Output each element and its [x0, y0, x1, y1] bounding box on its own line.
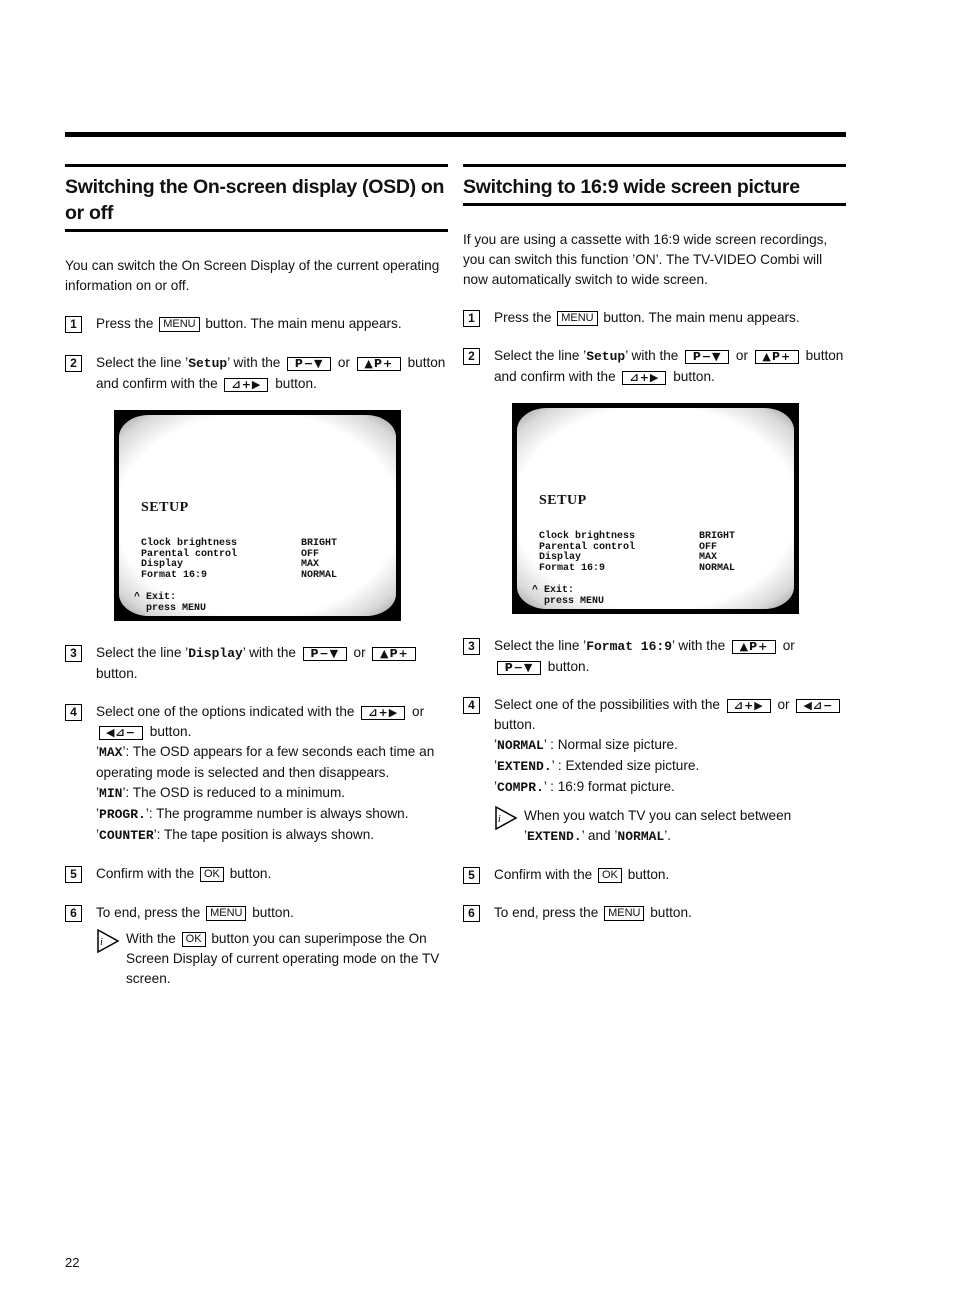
step-number: 4 — [463, 697, 480, 714]
intro-text: If you are using a cassette with 16:9 wide screen recordings, you can switch this function ’ON’. The TV-VIDEO Combi will now automatically switch to wide screen. — [463, 232, 828, 287]
step-text: Press the — [96, 316, 154, 331]
step-text: or — [735, 348, 749, 363]
step-text: button. — [673, 369, 715, 384]
osd-exit-line: press MENU — [134, 602, 207, 614]
step-text: Confirm with the — [494, 867, 593, 882]
volume-right-key-icon: ⊿+▶ — [361, 706, 405, 720]
osd-title: SETUP — [141, 500, 189, 515]
menu-key-icon: MENU — [159, 317, 199, 332]
option-text: : The programme number is always shown. — [148, 806, 409, 821]
option-term: PROGR. — [99, 807, 146, 822]
step-number: 6 — [65, 905, 82, 922]
step-text: Select one of the possibilities with the — [494, 697, 720, 712]
step-text: or — [337, 355, 351, 370]
step-4 — [463, 695, 846, 798]
section-heading-osd: Switching the On-screen display (OSD) on or off — [65, 164, 448, 232]
option-text: : The tape position is always shown. — [156, 827, 375, 842]
volume-left-key-icon: ◀⊿− — [99, 726, 143, 740]
volume-right-key-icon: ⊿+▶ — [224, 378, 268, 392]
top-rule — [65, 132, 846, 137]
p-up-key-icon: ▲P+ — [372, 647, 416, 661]
step-6 — [463, 903, 846, 923]
step-1 — [65, 314, 448, 334]
osd-row-name: Clock brightness — [539, 531, 636, 542]
step-text: or — [353, 645, 366, 660]
step-3 — [463, 636, 846, 677]
step-text: button and confirm with the — [494, 348, 844, 384]
step-number: 5 — [65, 866, 82, 883]
osd-exit-hint — [134, 593, 206, 614]
left-column — [65, 164, 448, 989]
osd-row-value: NORMAL — [301, 569, 338, 581]
svg-text:i: i — [100, 937, 103, 948]
option-term: NORMAL — [497, 738, 544, 753]
step-number: 5 — [463, 867, 480, 884]
page-number: 22 — [65, 1255, 80, 1270]
volume-left-key-icon: ◀⊿− — [796, 699, 840, 713]
step-6 — [65, 903, 448, 923]
p-down-key-icon: P−▼ — [303, 647, 347, 661]
option-term: MAX — [99, 745, 123, 760]
tv-screen-illustration — [512, 403, 799, 614]
step-3 — [65, 643, 448, 684]
step-text: button and confirm with the — [96, 355, 446, 391]
setup-term: Setup — [188, 356, 228, 371]
step-text: ’ with the — [672, 638, 726, 653]
step-text: Select the line ’ — [96, 355, 189, 370]
section-heading-widescreen: Switching to 16:9 wide screen picture — [463, 164, 846, 206]
step-text: Select the line ’ — [494, 638, 587, 653]
osd-row-name: Display — [141, 559, 184, 570]
option-text: : 16:9 format picture. — [546, 779, 675, 794]
option-text: : The OSD appears for a few seconds each time an operating mode is selected and then disappears. — [96, 744, 435, 780]
p-down-key-icon: P−▼ — [497, 661, 541, 675]
step-5 — [463, 865, 846, 885]
option-item: ’MIN’: The OSD is reduced to a minimum. — [96, 785, 346, 801]
osd-row-name: Display — [539, 552, 582, 563]
note-text: ’ and ’ — [581, 828, 618, 843]
setup-term: Setup — [586, 349, 626, 364]
step-text: button. — [229, 866, 272, 881]
step-4 — [65, 702, 448, 846]
display-term: Display — [188, 646, 243, 661]
step-1 — [463, 308, 846, 328]
option-item: ’MAX’: The OSD appears for a few seconds each time an operating mode is selected and then disappears. — [96, 744, 435, 780]
osd-title: SETUP — [539, 493, 587, 508]
step-text: button. — [275, 376, 317, 391]
step-text: To end, press the — [96, 905, 201, 920]
step-text: button. — [494, 717, 536, 732]
step-5 — [65, 864, 448, 884]
osd-row-value: MAX — [301, 559, 320, 570]
osd-row — [141, 571, 337, 582]
option-term: MIN — [99, 786, 123, 801]
option-item: ’COMPR.’ : 16:9 format picture. — [494, 779, 675, 795]
note-text: ’. — [664, 828, 672, 843]
p-up-key-icon: ▲P+ — [732, 640, 776, 654]
step-text: button. — [149, 724, 192, 739]
osd-row — [539, 564, 735, 575]
osd-row-value: NORMAL — [699, 562, 736, 574]
right-column — [463, 164, 846, 923]
osd-row-value: BRIGHT — [301, 538, 338, 549]
info-icon — [96, 929, 120, 959]
note-term: EXTEND. — [527, 829, 582, 844]
info-note — [494, 806, 846, 847]
step-text: Select the line ’ — [494, 348, 587, 363]
step-text: button. The main menu appears. — [603, 310, 800, 325]
option-term: COMPR. — [497, 780, 544, 795]
osd-row-name: Parental control — [539, 541, 636, 553]
format-term: Format 16:9 — [586, 639, 673, 654]
option-text: : Normal size picture. — [546, 737, 678, 752]
step-text: or — [782, 638, 795, 653]
note-text: button you can superimpose the On Screen Display of current operating mode on the TV screen. — [126, 931, 440, 986]
osd-exit-hint — [532, 586, 604, 607]
step-number: 4 — [65, 704, 82, 721]
osd-row-value: BRIGHT — [699, 531, 736, 542]
osd-exit-line: ^ Exit: — [134, 592, 177, 603]
step-text: Select one of the options indicated with the — [96, 704, 355, 719]
step-text: Confirm with the — [96, 866, 195, 881]
note-text: With the — [126, 931, 176, 946]
osd-row-value: OFF — [301, 548, 320, 560]
step-2 — [463, 346, 846, 387]
p-down-key-icon: P−▼ — [287, 357, 331, 371]
volume-right-key-icon: ⊿+▶ — [622, 371, 666, 385]
tv-screen — [119, 415, 396, 616]
step-text: To end, press the — [494, 905, 599, 920]
option-item: ’NORMAL’ : Normal size picture. — [494, 737, 678, 753]
step-text: ’ with the — [227, 355, 281, 370]
info-note — [96, 929, 448, 989]
osd-row — [141, 539, 337, 550]
step-text: button. — [252, 905, 294, 920]
p-up-key-icon: ▲P+ — [357, 357, 401, 371]
step-text: button. — [96, 666, 138, 681]
osd-row-name: Clock brightness — [141, 538, 238, 549]
osd-exit-line: ^ Exit: — [532, 585, 575, 596]
option-item: ’COUNTER’: The tape position is always shown. — [96, 827, 375, 843]
option-term: EXTEND. — [497, 759, 552, 774]
osd-row-value: OFF — [699, 541, 718, 553]
step-text: button. The main menu appears. — [205, 316, 402, 331]
note-text: When you watch TV you can select between ’ — [524, 808, 792, 843]
menu-key-icon: MENU — [206, 906, 246, 921]
step-number: 3 — [65, 645, 82, 662]
p-down-key-icon: P−▼ — [685, 350, 729, 364]
tv-screen — [517, 408, 794, 609]
step-text: Select the line ’ — [96, 645, 189, 660]
option-term: COUNTER — [99, 828, 154, 843]
osd-row — [539, 553, 735, 564]
step-number: 1 — [463, 310, 480, 327]
osd-row — [539, 532, 735, 543]
svg-text:i: i — [498, 814, 501, 825]
osd-row-name: Format 16:9 — [141, 569, 208, 581]
step-number: 2 — [463, 348, 480, 365]
step-number: 3 — [463, 638, 480, 655]
step-number: 2 — [65, 355, 82, 372]
info-icon — [494, 806, 518, 836]
step-text: button. — [547, 659, 590, 674]
option-text: : Extended size picture. — [554, 758, 700, 773]
step-number: 1 — [65, 316, 82, 333]
osd-row-name: Format 16:9 — [539, 562, 606, 574]
ok-key-icon: OK — [200, 867, 224, 882]
osd-row-name: Parental control — [141, 548, 238, 560]
intro-text: You can switch the On Screen Display of the current operating information on or off. — [65, 258, 440, 293]
option-item: ’EXTEND.’ : Extended size picture. — [494, 758, 700, 774]
tv-screen-illustration — [114, 410, 401, 621]
osd-row — [141, 560, 337, 571]
step-number: 6 — [463, 905, 480, 922]
p-up-key-icon: ▲P+ — [755, 350, 799, 364]
step-2 — [65, 353, 448, 394]
menu-key-icon: MENU — [604, 906, 644, 921]
step-text: or — [412, 704, 425, 719]
step-text: or — [777, 697, 790, 712]
option-item: ’PROGR.’: The programme number is always shown. — [96, 806, 409, 822]
step-text: button. — [627, 867, 670, 882]
osd-row-value: MAX — [699, 552, 718, 563]
step-text: ’ with the — [625, 348, 679, 363]
osd-exit-line: press MENU — [532, 595, 605, 607]
menu-key-icon: MENU — [557, 311, 597, 326]
volume-right-key-icon: ⊿+▶ — [727, 699, 771, 713]
option-text: : The OSD is reduced to a minimum. — [125, 785, 346, 800]
step-text: ’ with the — [242, 645, 296, 660]
osd-menu — [539, 532, 735, 574]
ok-key-icon: OK — [182, 932, 206, 947]
step-text: button. — [650, 905, 692, 920]
note-term: NORMAL — [617, 829, 665, 844]
osd-menu — [141, 539, 337, 581]
ok-key-icon: OK — [598, 868, 622, 883]
step-text: Press the — [494, 310, 552, 325]
